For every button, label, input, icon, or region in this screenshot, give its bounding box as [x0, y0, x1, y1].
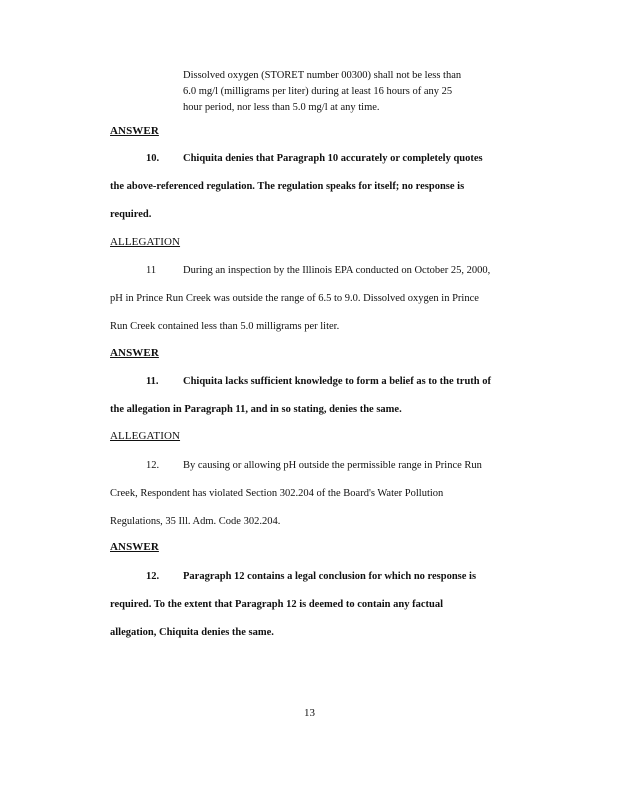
paragraph-number: 12.: [146, 571, 160, 582]
quote-line: 6.0 mg/l (milligrams per liter) during at least 16 hours of any 25: [183, 86, 453, 97]
paragraph-line: Paragraph 12 contains a legal conclusion for which no response is: [183, 571, 477, 582]
paragraph-line: Creek, Respondent has violated Section 302.204 of the Board's Water Pollution: [110, 488, 444, 499]
paragraph-line: Chiquita denies that Paragraph 10 accurately or completely quotes: [183, 153, 483, 164]
answer-paragraph-11: [110, 368, 550, 424]
answer-paragraph-12: [110, 563, 550, 647]
paragraph-line: the above-referenced regulation. The regulation speaks for itself; no response is: [110, 181, 465, 192]
paragraph-number: 10.: [146, 153, 160, 164]
paragraph-line: During an inspection by the Illinois EPA conducted on October 25, 2000,: [183, 265, 491, 276]
allegation-paragraph-12: [110, 452, 550, 536]
paragraph-line: required. To the extent that Paragraph 12 is deemed to contain any factual: [110, 599, 443, 610]
answer-paragraph-10: [110, 145, 550, 229]
quote-line: Dissolved oxygen (STORET number 00300) shall not be less than: [183, 70, 462, 81]
paragraph-line: required.: [110, 209, 152, 220]
paragraph-line: the allegation in Paragraph 11, and in so stating, denies the same.: [110, 404, 402, 415]
quoted-regulation: [183, 68, 523, 116]
answer-heading: ANSWER: [110, 125, 159, 137]
allegation-heading: ALLEGATION: [110, 236, 181, 248]
answer-heading: ANSWER: [110, 347, 159, 359]
paragraph-line: pH in Prince Run Creek was outside the range of 6.5 to 9.0. Dissolved oxygen in Prince: [110, 293, 479, 304]
paragraph-number: 12.: [146, 460, 160, 471]
page-number: 13: [304, 707, 315, 719]
paragraph-line: By causing or allowing pH outside the permissible range in Prince Run: [183, 460, 482, 471]
paragraph-line: Run Creek contained less than 5.0 milligrams per liter.: [110, 321, 340, 332]
paragraph-number: 11.: [146, 376, 159, 387]
quote-line: hour period, nor less than 5.0 mg/l at any time.: [183, 102, 380, 113]
paragraph-line: Regulations, 35 Ill. Adm. Code 302.204.: [110, 516, 281, 527]
paragraph-line: Chiquita lacks sufficient knowledge to form a belief as to the truth of: [183, 376, 491, 387]
paragraph-line: allegation, Chiquita denies the same.: [110, 627, 274, 638]
answer-heading: ANSWER: [110, 541, 159, 553]
allegation-heading: ALLEGATION: [110, 430, 181, 442]
allegation-paragraph-11: [110, 257, 550, 341]
paragraph-number: 11: [146, 265, 157, 276]
